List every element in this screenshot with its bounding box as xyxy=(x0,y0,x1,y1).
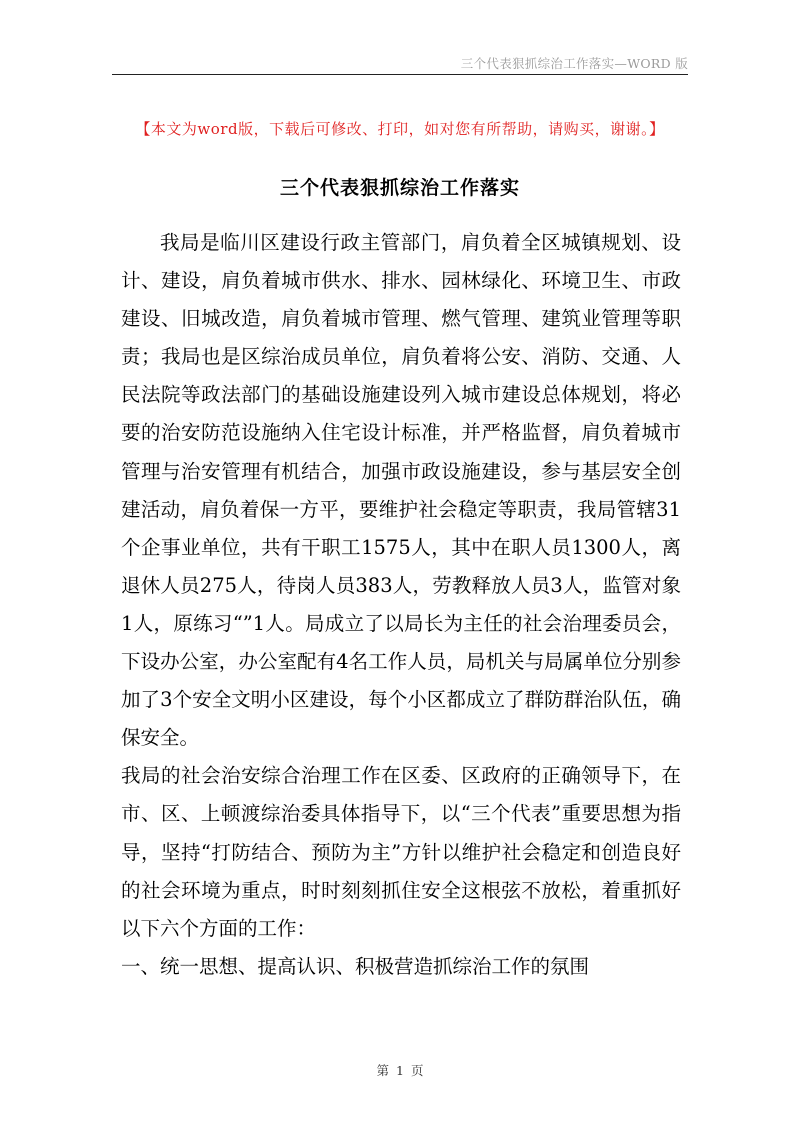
section-heading-1: 一、统一思想、提高认识、积极营造抓综治工作的氛围 xyxy=(121,954,590,978)
document-body xyxy=(121,224,681,986)
paragraph-intro: 我局是临川区建设行政主管部门，肩负着全区城镇规划、设计、建设，肩负着城市供水、排水、园林绿化、环境卫生、市政建设、旧城改造，肩负着城市管理、燃气管理、建筑业管理等职责；我局也是区综治成员单位，肩负着将公安、消防、交通、人民法院等政法部门的基础设施建设列入城市建设总体规划，将必要的治安防范设施纳入住宅设计标准，并严格监督，肩负着城市管理与治安管理有机结合，加强市政设施建设，参与基层安全创建活动，肩负着保一方平，要维护社会稳定等职责，我局管辖31个企事业单位，共有干职工1575人，其中在职人员1300人，离退休人员275人，待岗人员383人，劳教释放人员3人，监管对象1人，原练习“”1人。局成立了以局长为主任的社会治理委员会，下设办公室，办公室配有4名工作人员，局机关与局属单位分别参加了3个安全文明小区建设，每个小区都成立了群防群治队伍，确保安全。 xyxy=(121,231,681,750)
header-divider xyxy=(112,74,688,75)
page-number: 第 1 页 xyxy=(376,1063,424,1078)
document-title: 三个代表狠抓综治工作落实 xyxy=(279,177,520,199)
paragraph-overview: 我局的社会治安综合治理工作在区委、区政府的正确领导下，在市、区、上顿渡综治委具体指导下，以“三个代表”重要思想为指导，坚持“打防结合、预防为主”方针以维护社会稳定和创造良好的社会环境为重点，时时刻刻抓住安全这根弦不放松，着重抓好以下六个方面的工作： xyxy=(121,764,681,940)
purchase-notice: 【本文为word版，下载后可修改、打印，如对您有所帮助，请购买，谢谢。】 xyxy=(135,120,665,138)
page-header: 三个代表狠抓综治工作落实—WORD 版 xyxy=(460,56,688,71)
